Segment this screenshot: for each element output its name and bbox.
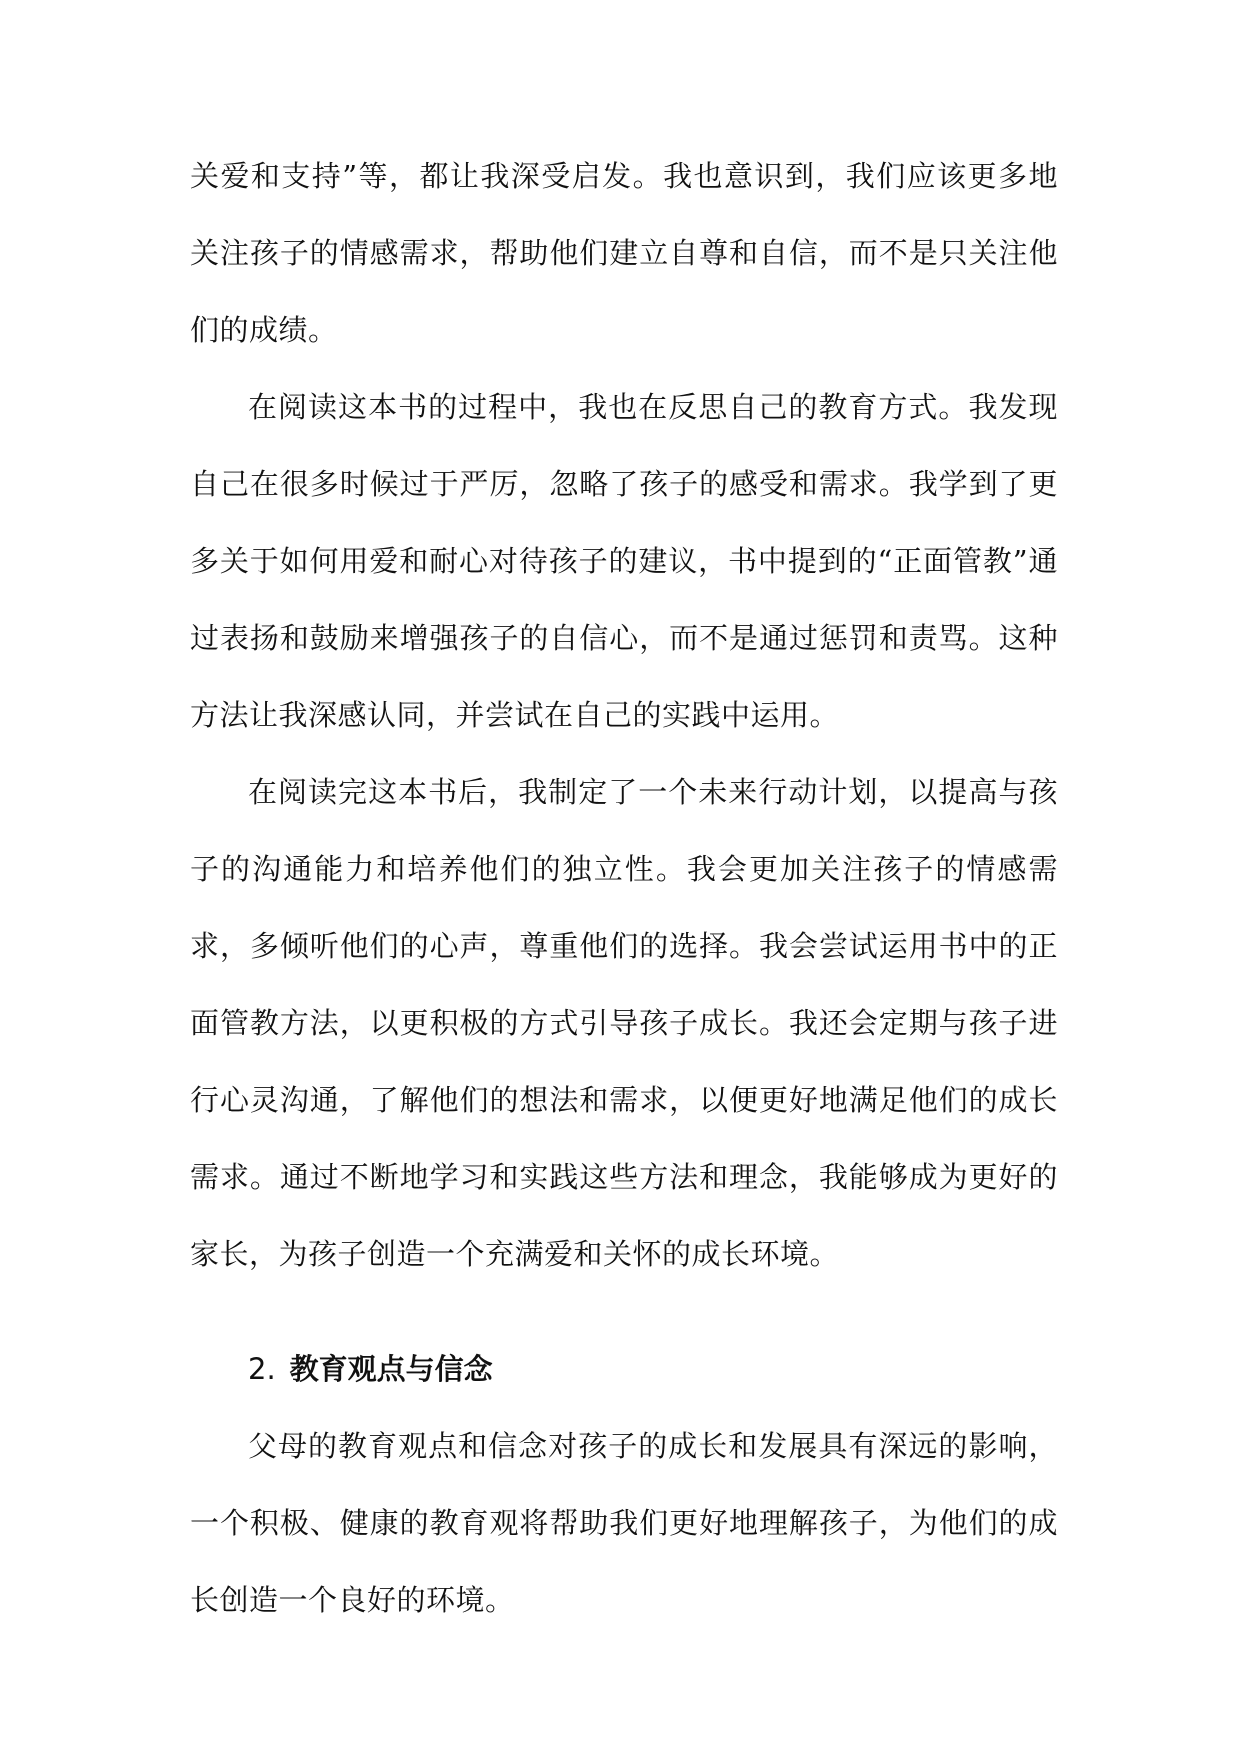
paragraph-reflection: 在阅读这本书的过程中，我也在反思自己的教育方式。我发现自己在很多时候过于严厉，忽略了孩子的感受和需求。我学到了更多关于如何用爱和耐心对待孩子的建议，书中提到的“正面管教”通过表扬和鼓励来增强孩子的自信心，而不是通过惩罚和责骂。这种方法让我深感认同，并尝试在自己的实践中运用。 [190,390,1058,732]
section-heading [248,1331,1058,1408]
section-title: 教育观点与信念 [289,1352,493,1386]
paragraph-beliefs: 父母的教育观点和信念对孩子的成长和发展具有深远的影响，一个积极、健康的教育观将帮助我们更好地理解孩子，为他们的成长创造一个良好的环境。 [190,1429,1058,1617]
paragraph-continuation: 关爱和支持”等，都让我深受启发。我也意识到，我们应该更多地关注孩子的情感需求，帮助他们建立自尊和自信，而不是只关注他们的成绩。 [190,159,1058,347]
document-body [190,138,1058,1639]
section-number: 2. [248,1352,276,1386]
paragraph-action-plan: 在阅读完这本书后，我制定了一个未来行动计划，以提高与孩子的沟通能力和培养他们的独立性。我会更加关注孩子的情感需求，多倾听他们的心声，尊重他们的选择。我会尝试运用书中的正面管教方法，以更积极的方式引导孩子成长。我还会定期与孩子进行心灵沟通，了解他们的想法和需求，以便更好地满足他们的成长需求。通过不断地学习和实践这些方法和理念，我能够成为更好的家长，为孩子创造一个充满爱和关怀的成长环境。 [190,775,1058,1271]
